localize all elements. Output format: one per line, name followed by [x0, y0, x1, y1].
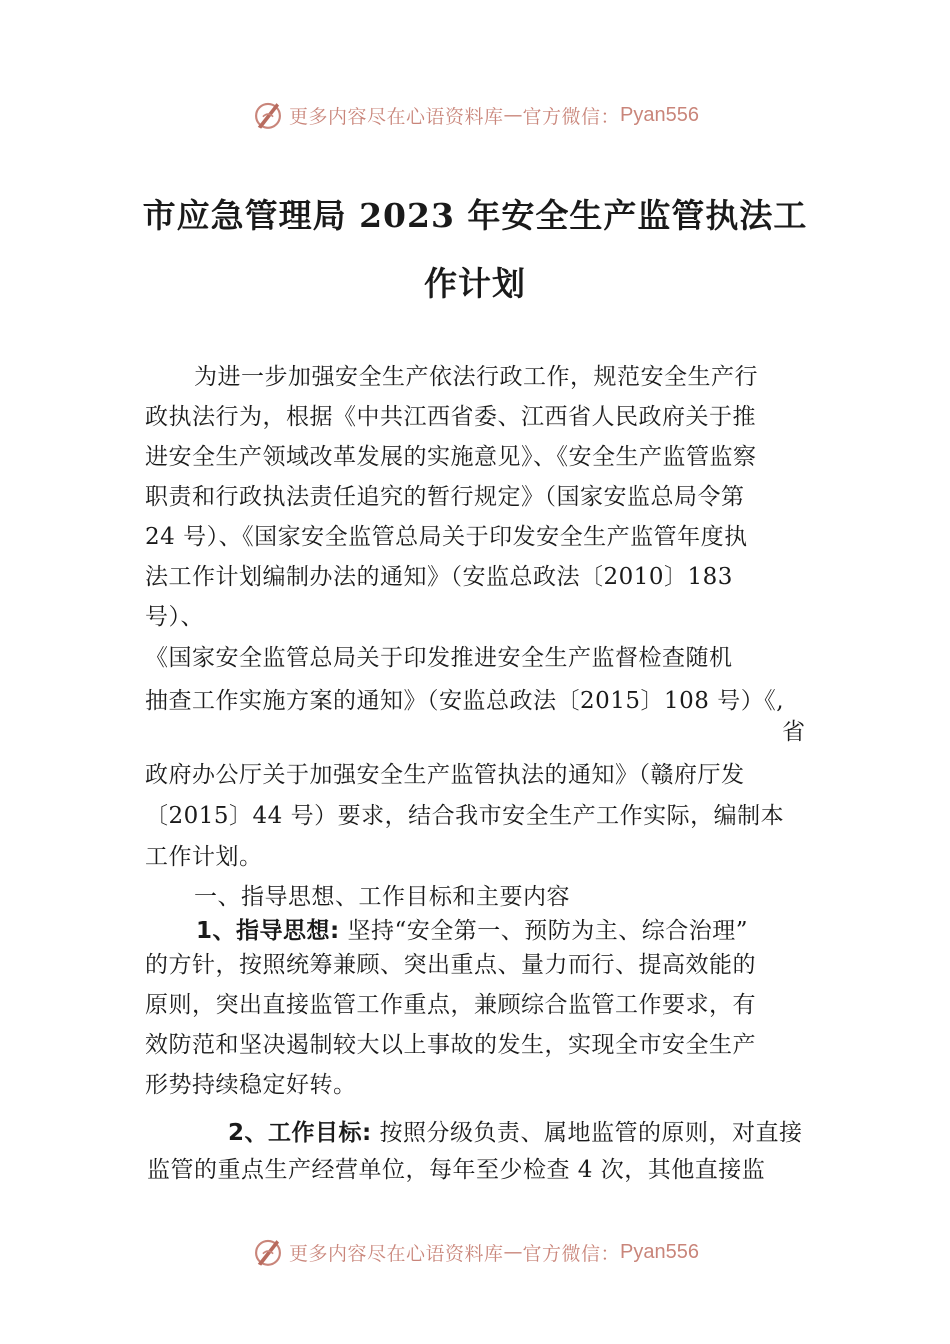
item2-first-text: 按照分级负责、属地监管的原则，对直接 — [379, 1120, 803, 1146]
body-line: 政府办公厅关于加强安全生产监管执法的通知》（赣府厅发 — [145, 762, 745, 788]
body-line: 抽查工作实施方案的通知》（安监总政法〔2015〕108 号）《, — [145, 688, 785, 714]
document-title-line1: 市应急管理局 2023 年安全生产监管执法工 — [142, 196, 808, 235]
body-line: 形势持续稳定好转。 — [145, 1072, 357, 1098]
watermark-separator: — — [503, 104, 523, 126]
body-line: 《国家安全监管总局关于印发推进安全生产监督检查随机 — [145, 645, 733, 671]
watermark-wechat-id: Pyan556 — [620, 103, 699, 126]
body-line: 政执法行为，根据《中共江西省委、江西省人民政府关于推 — [145, 404, 756, 430]
item1-first-line — [196, 916, 748, 946]
watermark-separator: — — [503, 1241, 523, 1263]
watermark-wechat-id: Pyan556 — [620, 1240, 699, 1263]
item1-label: 1、指导思想: — [196, 918, 340, 944]
body-line: 效防范和坚决遏制较大以上事故的发生，实现全市安全生产 — [145, 1032, 756, 1058]
item1-first-text: 坚持“安全第一、预防为主、综合治理” — [347, 918, 749, 944]
item2-label: 2、工作目标: — [228, 1120, 372, 1146]
body-line: 工作计划。 — [145, 844, 263, 870]
item2-first-line — [228, 1118, 803, 1148]
pen-logo-icon — [251, 98, 285, 132]
body-line: 号）、 — [145, 604, 204, 630]
watermark-footer — [0, 1232, 950, 1272]
body-line: 原则，突出直接监管工作重点，兼顾综合监管工作要求，有 — [145, 992, 756, 1018]
watermark-text: 更多内容尽在心语资料库 — [289, 1242, 504, 1265]
body-line: 〔2015〕44 号）要求，结合我市安全生产工作实际，编制本 — [145, 803, 785, 829]
body-line: 24 号）、《国家安全监管总局关于印发安全生产监管年度执 — [145, 524, 748, 550]
section-heading: 一、指导思想、工作目标和主要内容 — [194, 884, 570, 910]
watermark-label: 官方微信： — [522, 105, 621, 128]
watermark-header — [0, 95, 950, 135]
body-line: 法工作计划编制办法的通知》（安监总政法〔2010〕183 — [145, 564, 733, 590]
body-line: 为进一步加强安全生产依法行政工作，规范安全生产行 — [194, 364, 758, 390]
watermark-text: 更多内容尽在心语资料库 — [289, 105, 504, 128]
pen-logo-icon — [251, 1235, 285, 1269]
body-line: 的方针，按照统筹兼顾、突出重点、量力而行、提高效能的 — [145, 952, 756, 978]
document-title-line2: 作计划 — [424, 264, 526, 303]
body-line: 省 — [782, 719, 806, 745]
watermark-label: 官方微信： — [522, 1242, 621, 1265]
body-line: 职责和行政执法责任追究的暂行规定》（国家安监总局令第 — [145, 484, 745, 510]
body-line: 监管的重点生产经营单位，每年至少检查 4 次，其他直接监 — [147, 1157, 766, 1183]
body-line: 进安全生产领域改革发展的实施意见》、《安全生产监管监察 — [145, 444, 757, 470]
